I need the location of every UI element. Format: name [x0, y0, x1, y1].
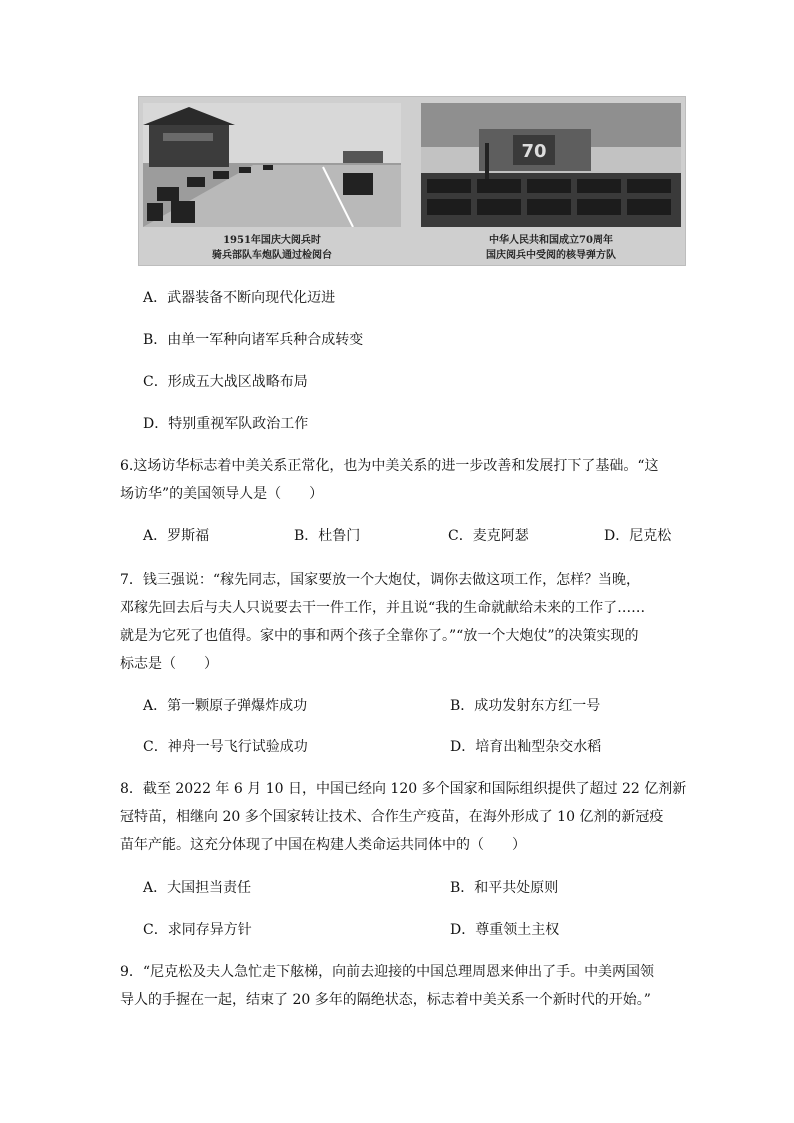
left-caption-line2: 骑兵部队车炮队通过检阅台: [212, 250, 332, 261]
q8-option-b[interactable]: B．和平共处原则: [450, 880, 559, 896]
missile-parade-photo: [421, 103, 681, 227]
q8-stem-line2: 冠特苗，相继向 20 多个国家转让技术、合作生产疫苗，在海外形成了 10 亿剂的新冠疫: [120, 809, 664, 825]
q7-stem-line1: 7．钱三强说：“稼先同志，国家要放一个大炮仗，调你去做这项工作，怎样？当晚，: [120, 572, 641, 588]
q7-stem-line2: 邓稼先回去后与夫人只说要去干一件工作，并且说“我的生命就献给未来的工作了……: [120, 600, 646, 616]
q8-option-d[interactable]: D．尊重领土主权: [450, 922, 560, 938]
q5-option-a[interactable]: A．武器装备不断向现代化迈进: [143, 290, 336, 306]
q5-option-b[interactable]: B．由单一军种向诸军兵种合成转变: [143, 332, 364, 348]
q7-option-d[interactable]: D．培育出籼型杂交水稻: [450, 739, 602, 755]
right-caption-line1: 中华人民共和国成立70周年: [489, 235, 613, 246]
left-photo-caption: [143, 233, 401, 263]
q8-stem-line1: 8．截至 2022 年 6 月 10 日，中国已经向 120 多个国家和国际组织提供了超过 22 亿剂新: [120, 781, 687, 797]
q5-option-c[interactable]: C．形成五大战区战略布局: [143, 374, 308, 390]
q8-option-a[interactable]: A．大国担当责任: [143, 880, 252, 896]
q8-stem-line3: 苗年产能。这充分体现了中国在构建人类命运共同体中的（ ）: [120, 837, 526, 853]
q7-option-b[interactable]: B．成功发射东方红一号: [450, 698, 601, 714]
q6-option-c[interactable]: C．麦克阿瑟: [448, 528, 529, 544]
right-photo-caption: [421, 233, 681, 263]
q6-option-d[interactable]: D．尼克松: [604, 528, 672, 544]
q7-option-a[interactable]: A．第一颗原子弹爆炸成功: [143, 698, 308, 714]
q6-stem-line2: 场访华”的美国领导人是（ ）: [120, 486, 324, 502]
q6-option-b[interactable]: B．杜鲁门: [294, 528, 361, 544]
parade-photos-figure: [138, 96, 686, 266]
left-caption-line1: 1951年国庆大阅兵时: [223, 235, 321, 246]
q8-option-c[interactable]: C．求同存异方针: [143, 922, 252, 938]
q6-stem-line1: 6.这场访华标志着中美关系正常化，也为中美关系的进一步改善和发展打下了基础。“这: [120, 458, 659, 474]
banner-70-text: 70: [521, 141, 547, 162]
q5-option-d[interactable]: D．特别重视军队政治工作: [143, 416, 309, 432]
cavalry-parade-photo: [143, 103, 401, 227]
q7-option-c[interactable]: C．神舟一号飞行试验成功: [143, 739, 308, 755]
q7-stem-line3: 就是为它死了也值得。家中的事和两个孩子全靠你了。”“放一个大炮仗”的决策实现的: [120, 628, 639, 644]
q9-stem-line2: 导人的手握在一起，结束了 20 多年的隔绝状态，标志着中美关系一个新时代的开始。”: [120, 992, 651, 1008]
q7-stem-line4: 标志是（ ）: [120, 656, 218, 672]
q9-stem-line1: 9．“尼克松及夫人急忙走下舷梯，向前去迎接的中国总理周恩来伸出了手。中美两国领: [120, 964, 655, 980]
q6-option-a[interactable]: A．罗斯福: [143, 528, 210, 544]
right-caption-line2: 国庆阅兵中受阅的核导弹方队: [486, 250, 616, 261]
